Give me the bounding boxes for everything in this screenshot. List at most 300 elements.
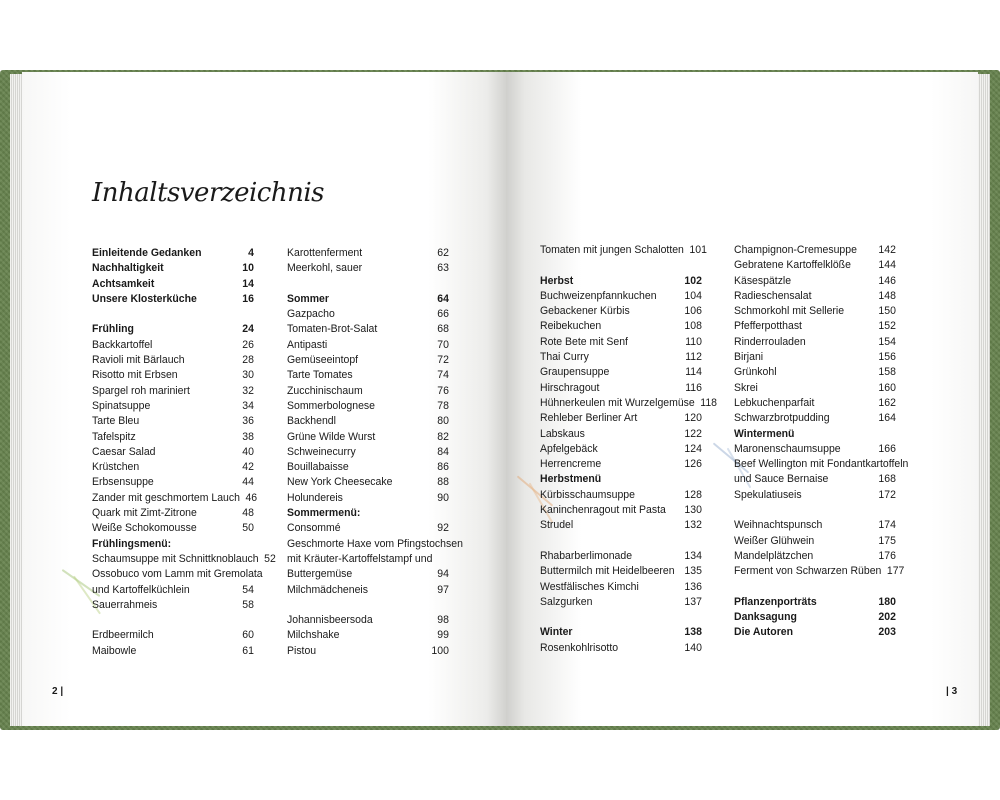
toc-spacer bbox=[734, 580, 896, 595]
toc-entry-label: Grünkohl bbox=[734, 366, 777, 379]
toc-spacer bbox=[287, 277, 449, 292]
toc-entry-page: 172 bbox=[878, 488, 896, 501]
toc-entry bbox=[734, 610, 896, 625]
toc-entry-page: 97 bbox=[437, 583, 449, 596]
toc-entry bbox=[92, 384, 254, 399]
toc-entry-label: Tomaten-Brot-Salat bbox=[287, 323, 378, 336]
toc-entry-label: Tomaten mit jungen Schalotten bbox=[540, 244, 684, 256]
toc-entry-label: Käsespätzle bbox=[734, 274, 792, 287]
toc-entry bbox=[734, 289, 896, 304]
toc-entry-page: 4 bbox=[248, 247, 254, 259]
toc-entry-label: Westfälisches Kimchi bbox=[540, 580, 639, 593]
toc-entry-label: Frühling bbox=[92, 323, 134, 336]
toc-entry-label: New York Cheesecake bbox=[287, 476, 393, 489]
toc-entry-page: 48 bbox=[242, 507, 254, 520]
toc-entry bbox=[287, 399, 449, 414]
toc-entry-label: Sommerbolognese bbox=[287, 399, 375, 412]
toc-entry-label: Hühnerkeulen mit Wurzelgemüse bbox=[540, 396, 695, 409]
toc-entry-label: Holundereis bbox=[287, 491, 343, 504]
toc-entry-label: Rote Bete mit Senf bbox=[540, 335, 628, 348]
toc-spacer bbox=[540, 258, 702, 273]
toc-entry-label: Graupensuppe bbox=[540, 366, 610, 379]
toc-entry bbox=[92, 567, 263, 582]
toc-entry bbox=[734, 457, 909, 472]
toc-entry bbox=[734, 564, 905, 579]
toc-entry-page: 46 bbox=[245, 491, 258, 504]
toc-entry-page: 162 bbox=[878, 396, 896, 409]
toc-entry bbox=[92, 399, 254, 414]
toc-entry-label: Backkartoffel bbox=[92, 338, 153, 351]
toc-entry-label: Zander mit geschmortem Lauch bbox=[92, 491, 240, 504]
toc-entry-label: Frühlingsmenü: bbox=[92, 537, 172, 550]
toc-entry-page: 135 bbox=[684, 565, 702, 578]
toc-entry bbox=[287, 521, 449, 536]
toc-entry-page: 68 bbox=[437, 323, 449, 336]
toc-entry-page: 118 bbox=[700, 396, 717, 409]
toc-entry-page: 90 bbox=[437, 491, 449, 504]
toc-entry-label: Herbstmenü bbox=[540, 473, 602, 486]
toc-entry bbox=[540, 335, 702, 350]
toc-entry bbox=[287, 475, 449, 490]
toc-entry-page: 150 bbox=[878, 305, 896, 318]
toc-entry bbox=[287, 537, 463, 552]
toc-entry-page: 32 bbox=[242, 384, 254, 397]
toc-entry-page: 84 bbox=[437, 445, 449, 458]
toc-entry bbox=[540, 381, 702, 396]
toc-entry-page: 134 bbox=[684, 549, 702, 562]
toc-entry-label: Weihnachtspunsch bbox=[734, 519, 823, 532]
toc-entry-label: Wintermenü bbox=[734, 427, 795, 440]
toc-entry-page: 40 bbox=[242, 445, 254, 458]
toc-entry bbox=[287, 567, 449, 582]
toc-spacer bbox=[92, 307, 254, 322]
toc-entry-label: Krüstchen bbox=[92, 461, 140, 474]
toc-entry-page: 120 bbox=[684, 412, 702, 425]
toc-entry-label: Salzgurken bbox=[540, 595, 593, 608]
toc-entry-page: 160 bbox=[878, 381, 896, 394]
toc-entry-label: Spinatsuppe bbox=[92, 399, 151, 412]
toc-entry-label: Tarte Tomates bbox=[287, 369, 353, 382]
toc-entry bbox=[287, 414, 449, 429]
toc-entry-label: und Sauce Bernaise bbox=[734, 473, 829, 486]
toc-entry bbox=[734, 396, 896, 411]
toc-entry-page: 176 bbox=[878, 549, 896, 562]
toc-entry-page: 24 bbox=[242, 323, 254, 336]
toc-entry-label: Ferment von Schwarzen Rüben bbox=[734, 565, 882, 578]
toc-entry bbox=[540, 641, 702, 656]
toc-entry bbox=[92, 353, 254, 368]
toc-entry-page: 142 bbox=[878, 244, 896, 256]
toc-entry bbox=[734, 335, 896, 350]
toc-entry-label: Sommer bbox=[287, 292, 329, 305]
toc-entry-label: Weiße Schokomousse bbox=[92, 522, 197, 535]
toc-entry bbox=[92, 261, 254, 276]
toc-entry-label: Quark mit Zimt-Zitrone bbox=[92, 507, 197, 520]
toc-entry bbox=[92, 338, 254, 353]
toc-entry bbox=[540, 319, 702, 334]
toc-spacer bbox=[540, 610, 702, 625]
toc-entry-page: 86 bbox=[437, 461, 449, 474]
toc-entry-label: Buttergemüse bbox=[287, 568, 353, 581]
toc-entry-label: Tafelspitz bbox=[92, 430, 136, 443]
toc-entry-label: Maibowle bbox=[92, 644, 137, 657]
toc-entry bbox=[734, 488, 896, 503]
toc-entry-label: Gemüseeintopf bbox=[287, 354, 359, 367]
toc-entry-label: Schweinecurry bbox=[287, 445, 356, 458]
toc-entry bbox=[92, 628, 254, 643]
toc-entry bbox=[92, 644, 254, 659]
page-title: Inhaltsverzeichnis bbox=[92, 178, 324, 208]
toc-entry bbox=[287, 246, 449, 261]
toc-entry-page: 126 bbox=[684, 458, 702, 471]
toc-entry bbox=[540, 457, 702, 472]
toc-entry bbox=[287, 628, 449, 643]
toc-entry-page: 180 bbox=[878, 595, 896, 608]
toc-entry bbox=[92, 491, 258, 506]
toc-entry bbox=[540, 564, 702, 579]
toc-entry-page: 138 bbox=[684, 626, 702, 639]
toc-entry-page: 98 bbox=[437, 614, 449, 627]
toc-entry-page: 80 bbox=[437, 415, 449, 428]
toc-entry-label: Radieschensalat bbox=[734, 289, 812, 302]
toc-entry bbox=[734, 258, 896, 273]
toc-entry-page: 63 bbox=[437, 262, 449, 275]
toc-entry-page: 132 bbox=[684, 519, 702, 532]
toc-entry bbox=[287, 506, 449, 521]
toc-spacer bbox=[734, 503, 896, 518]
toc-entry-label: Unsere Klosterküche bbox=[92, 292, 197, 305]
toc-entry-label: Winter bbox=[540, 626, 573, 639]
toc-entry bbox=[92, 445, 254, 460]
toc-entry bbox=[540, 411, 702, 426]
toc-entry bbox=[92, 552, 276, 567]
toc-entry bbox=[92, 292, 254, 307]
toc-entry-label: Schwarzbrotpudding bbox=[734, 412, 830, 425]
toc-entry bbox=[540, 595, 702, 610]
toc-entry-page: 152 bbox=[878, 320, 896, 333]
toc-entry bbox=[92, 598, 254, 613]
toc-entry-label: Die Autoren bbox=[734, 626, 794, 639]
toc-entry-page: 144 bbox=[878, 259, 896, 272]
toc-entry bbox=[734, 381, 896, 396]
toc-entry bbox=[540, 304, 702, 319]
toc-entry bbox=[734, 442, 896, 457]
toc-entry-page: 92 bbox=[437, 522, 449, 535]
toc-entry-page: 82 bbox=[437, 430, 449, 443]
toc-spacer bbox=[92, 613, 254, 628]
toc-entry-label: Herbst bbox=[540, 274, 574, 287]
toc-entry-label: Pfefferpotthast bbox=[734, 320, 802, 333]
toc-entry-label: Sauerrahmeis bbox=[92, 598, 158, 611]
toc-spacer bbox=[287, 598, 449, 613]
toc-spacer bbox=[540, 534, 702, 549]
toc-entry-page: 203 bbox=[878, 626, 896, 639]
toc-entry-page: 72 bbox=[437, 354, 449, 367]
toc-entry-label: Strudel bbox=[540, 519, 574, 532]
toc-entry-label: Bouillabaisse bbox=[287, 461, 349, 474]
toc-entry bbox=[92, 246, 254, 261]
toc-entry bbox=[540, 580, 702, 595]
toc-entry bbox=[287, 583, 449, 598]
toc-entry-page: 28 bbox=[242, 354, 254, 367]
toc-entry-label: Zucchinischaum bbox=[287, 384, 363, 397]
toc-entry-page: 104 bbox=[684, 289, 702, 302]
toc-entry bbox=[287, 384, 449, 399]
toc-entry-page: 154 bbox=[878, 335, 896, 348]
toc-entry-page: 34 bbox=[242, 399, 254, 412]
toc-entry-label: Ravioli mit Bärlauch bbox=[92, 354, 185, 367]
toc-entry-label: Reibekuchen bbox=[540, 320, 602, 333]
toc-entry-page: 140 bbox=[684, 641, 702, 654]
toc-entry-label: Thai Curry bbox=[540, 351, 589, 364]
toc-entry-label: Nachhaltigkeit bbox=[92, 262, 164, 275]
toc-entry-label: Rehleber Berliner Art bbox=[540, 412, 638, 425]
toc-entry-label: Mandelplätzchen bbox=[734, 549, 814, 562]
toc-entry-page: 202 bbox=[878, 611, 896, 624]
toc-entry bbox=[540, 625, 702, 640]
toc-entry-page: 116 bbox=[685, 381, 702, 394]
toc-entry-page: 58 bbox=[242, 598, 254, 611]
toc-entry bbox=[540, 350, 702, 365]
toc-entry bbox=[287, 322, 449, 337]
toc-entry-page: 64 bbox=[437, 292, 449, 305]
toc-entry-label: Apfelgebäck bbox=[540, 442, 598, 455]
toc-entry bbox=[287, 338, 449, 353]
toc-entry-page: 62 bbox=[437, 247, 449, 259]
toc-entry-page: 130 bbox=[684, 504, 702, 517]
toc-entry bbox=[734, 319, 896, 334]
toc-entry-page: 66 bbox=[437, 308, 449, 321]
toc-entry bbox=[540, 503, 702, 518]
toc-entry-page: 108 bbox=[684, 320, 702, 333]
toc-entry-label: Johannisbeersoda bbox=[287, 614, 373, 627]
toc-entry-page: 50 bbox=[242, 522, 254, 535]
toc-entry-label: Meerkohl, sauer bbox=[287, 262, 363, 275]
toc-entry-page: 38 bbox=[242, 430, 254, 443]
toc-entry bbox=[734, 595, 896, 610]
toc-entry-page: 124 bbox=[684, 442, 702, 455]
toc-entry bbox=[540, 274, 702, 289]
toc-entry-label: Buchweizenpfannkuchen bbox=[540, 289, 657, 302]
toc-entry-label: und Kartoffelküchlein bbox=[92, 583, 190, 596]
toc-entry bbox=[734, 549, 896, 564]
toc-entry bbox=[92, 583, 254, 598]
toc-entry bbox=[92, 322, 254, 337]
toc-entry-label: Weißer Glühwein bbox=[734, 534, 815, 547]
toc-entry-label: Herrencreme bbox=[540, 458, 602, 471]
toc-entry-page: 54 bbox=[242, 583, 254, 596]
toc-entry-page: 26 bbox=[242, 338, 254, 351]
toc-entry-label: Labskaus bbox=[540, 427, 585, 440]
toc-entry-label: mit Kräuter-Kartoffelstampf und bbox=[287, 552, 433, 565]
toc-entry-page: 78 bbox=[437, 399, 449, 412]
toc-entry bbox=[287, 552, 449, 567]
toc-entry-page: 10 bbox=[242, 262, 254, 275]
toc-entry-label: Rinderrouladen bbox=[734, 335, 806, 348]
toc-entry bbox=[734, 518, 896, 533]
toc-entry-page: 106 bbox=[684, 305, 702, 318]
toc-entry-page: 16 bbox=[242, 292, 254, 305]
toc-entry bbox=[540, 396, 717, 411]
toc-entry bbox=[540, 365, 702, 380]
toc-entry-page: 158 bbox=[878, 366, 896, 379]
toc-entry-page: 112 bbox=[685, 351, 702, 364]
toc-entry bbox=[734, 427, 896, 442]
toc-entry-label: Caesar Salad bbox=[92, 445, 156, 458]
toc-entry-label: Pistou bbox=[287, 644, 317, 657]
toc-entry bbox=[734, 304, 896, 319]
toc-entry-page: 175 bbox=[878, 534, 896, 547]
toc-entry-label: Hirschragout bbox=[540, 381, 600, 394]
toc-entry-page: 14 bbox=[242, 277, 254, 290]
toc-entry bbox=[540, 549, 702, 564]
toc-entry bbox=[734, 350, 896, 365]
toc-entry-page: 102 bbox=[684, 274, 702, 287]
toc-entry-label: Gazpacho bbox=[287, 308, 335, 321]
toc-entry-page: 177 bbox=[886, 565, 905, 578]
toc-entry-label: Gebratene Kartoffelklöße bbox=[734, 259, 851, 272]
toc-column-4 bbox=[734, 243, 910, 641]
toc-entry-label: Milchmädcheneis bbox=[287, 583, 368, 596]
toc-entry bbox=[287, 292, 449, 307]
toc-entry-page: 94 bbox=[437, 568, 449, 581]
toc-entry-label: Risotto mit Erbsen bbox=[92, 369, 178, 382]
toc-entry bbox=[92, 277, 254, 292]
toc-entry-page: 122 bbox=[684, 427, 702, 440]
toc-entry bbox=[287, 307, 449, 322]
toc-entry bbox=[540, 442, 702, 457]
toc-entry-label: Maronenschaumsuppe bbox=[734, 442, 841, 455]
toc-entry-label: Backhendl bbox=[287, 415, 336, 428]
toc-entry-label: Geschmorte Haxe vom Pfingstochsen bbox=[287, 537, 463, 550]
toc-entry-page: 136 bbox=[684, 580, 702, 593]
toc-entry-label: Schaumsuppe mit Schnittknoblauch bbox=[92, 552, 259, 565]
toc-entry-page: 42 bbox=[242, 461, 254, 474]
toc-entry-label: Lebkuchenparfait bbox=[734, 396, 815, 409]
toc-entry bbox=[540, 472, 702, 487]
toc-entry bbox=[734, 625, 896, 640]
toc-entry-label: Consommé bbox=[287, 522, 341, 535]
toc-entry bbox=[734, 274, 896, 289]
toc-entry-label: Spargel roh mariniert bbox=[92, 384, 190, 397]
page-number-left: 2 | bbox=[52, 686, 64, 697]
toc-entry bbox=[287, 368, 449, 383]
toc-entry-label: Tarte Bleu bbox=[92, 415, 140, 428]
toc-entry bbox=[287, 353, 449, 368]
toc-entry-label: Skrei bbox=[734, 381, 758, 394]
toc-entry bbox=[92, 475, 254, 490]
toc-entry-page: 148 bbox=[878, 289, 896, 302]
toc-column-2 bbox=[287, 246, 463, 659]
toc-entry bbox=[540, 427, 702, 442]
toc-entry-page: 174 bbox=[878, 519, 896, 532]
toc-entry-page: 99 bbox=[437, 629, 449, 642]
toc-entry bbox=[92, 537, 254, 552]
toc-entry-label: Buttermilch mit Heidelbeeren bbox=[540, 565, 675, 578]
toc-entry-label: Antipasti bbox=[287, 338, 328, 351]
toc-entry bbox=[92, 430, 254, 445]
toc-entry-label: Milchshake bbox=[287, 629, 340, 642]
toc-entry-label: Rhabarberlimonade bbox=[540, 549, 633, 562]
toc-column-3 bbox=[540, 243, 716, 656]
toc-entry bbox=[734, 411, 896, 426]
toc-entry-page: 168 bbox=[878, 473, 896, 486]
toc-entry-page: 146 bbox=[878, 274, 896, 287]
toc-entry bbox=[287, 644, 449, 659]
toc-entry bbox=[540, 488, 702, 503]
toc-entry-page: 156 bbox=[878, 351, 896, 364]
toc-entry bbox=[92, 506, 254, 521]
toc-entry-page: 166 bbox=[878, 442, 896, 455]
toc-entry bbox=[287, 261, 449, 276]
toc-entry bbox=[287, 613, 449, 628]
toc-entry-page: 101 bbox=[689, 244, 707, 256]
toc-entry-page: 137 bbox=[684, 595, 702, 608]
toc-entry-label: Danksagung bbox=[734, 611, 797, 624]
toc-entry bbox=[92, 368, 254, 383]
toc-entry-page: 114 bbox=[685, 366, 702, 379]
toc-entry-label: Karottenferment bbox=[287, 247, 363, 259]
toc-entry-page: 74 bbox=[437, 369, 449, 382]
toc-entry bbox=[287, 430, 449, 445]
toc-entry-label: Spekulatiuseis bbox=[734, 488, 802, 501]
toc-entry bbox=[92, 521, 254, 536]
toc-entry-label: Einleitende Gedanken bbox=[92, 247, 202, 259]
toc-entry bbox=[287, 491, 449, 506]
toc-entry-page: 52 bbox=[264, 552, 276, 565]
toc-entry-label: Beef Wellington mit Fondantkartoffeln bbox=[734, 458, 909, 471]
toc-entry bbox=[92, 414, 254, 429]
toc-column-1 bbox=[92, 246, 276, 659]
toc-entry-label: Kaninchenragout mit Pasta bbox=[540, 504, 666, 517]
toc-entry-label: Champignon-Cremesuppe bbox=[734, 244, 857, 256]
toc-entry-label: Rosenkohlrisotto bbox=[540, 641, 619, 654]
toc-entry-page: 128 bbox=[684, 488, 702, 501]
toc-entry bbox=[540, 289, 702, 304]
toc-entry-page: 30 bbox=[242, 369, 254, 382]
toc-entry-page: 70 bbox=[437, 338, 449, 351]
toc-entry-label: Ossobuco vom Lamm mit Gremolata bbox=[92, 568, 263, 581]
toc-entry-label: Kürbisschaumsuppe bbox=[540, 488, 635, 501]
toc-entry-label: Schmorkohl mit Sellerie bbox=[734, 305, 845, 318]
toc-entry bbox=[287, 445, 449, 460]
toc-entry-page: 88 bbox=[437, 476, 449, 489]
toc-entry-page: 100 bbox=[431, 644, 449, 657]
toc-entry-label: Erdbeermilch bbox=[92, 629, 154, 642]
page-number-right: | 3 bbox=[946, 686, 958, 697]
toc-entry bbox=[734, 243, 896, 258]
toc-entry-page: 110 bbox=[685, 335, 702, 348]
toc-entry bbox=[92, 460, 254, 475]
toc-entry-label: Sommermenü: bbox=[287, 507, 361, 520]
toc-entry-page: 76 bbox=[437, 384, 449, 397]
toc-entry-page: 44 bbox=[242, 476, 254, 489]
toc-entry-label: Erbsensuppe bbox=[92, 476, 154, 489]
toc-entry bbox=[540, 243, 707, 258]
toc-entry bbox=[734, 472, 896, 487]
toc-entry-page: 61 bbox=[242, 644, 254, 657]
toc-entry bbox=[287, 460, 449, 475]
toc-entry-page: 164 bbox=[878, 412, 896, 425]
toc-entry-label: Gebackener Kürbis bbox=[540, 305, 630, 318]
toc-entry bbox=[540, 518, 702, 533]
toc-entry bbox=[734, 534, 896, 549]
toc-entry-label: Pflanzenporträts bbox=[734, 595, 817, 608]
toc-entry-label: Achtsamkeit bbox=[92, 277, 155, 290]
toc-entry-label: Birjani bbox=[734, 351, 764, 364]
toc-entry bbox=[734, 365, 896, 380]
toc-entry-page: 60 bbox=[242, 629, 254, 642]
